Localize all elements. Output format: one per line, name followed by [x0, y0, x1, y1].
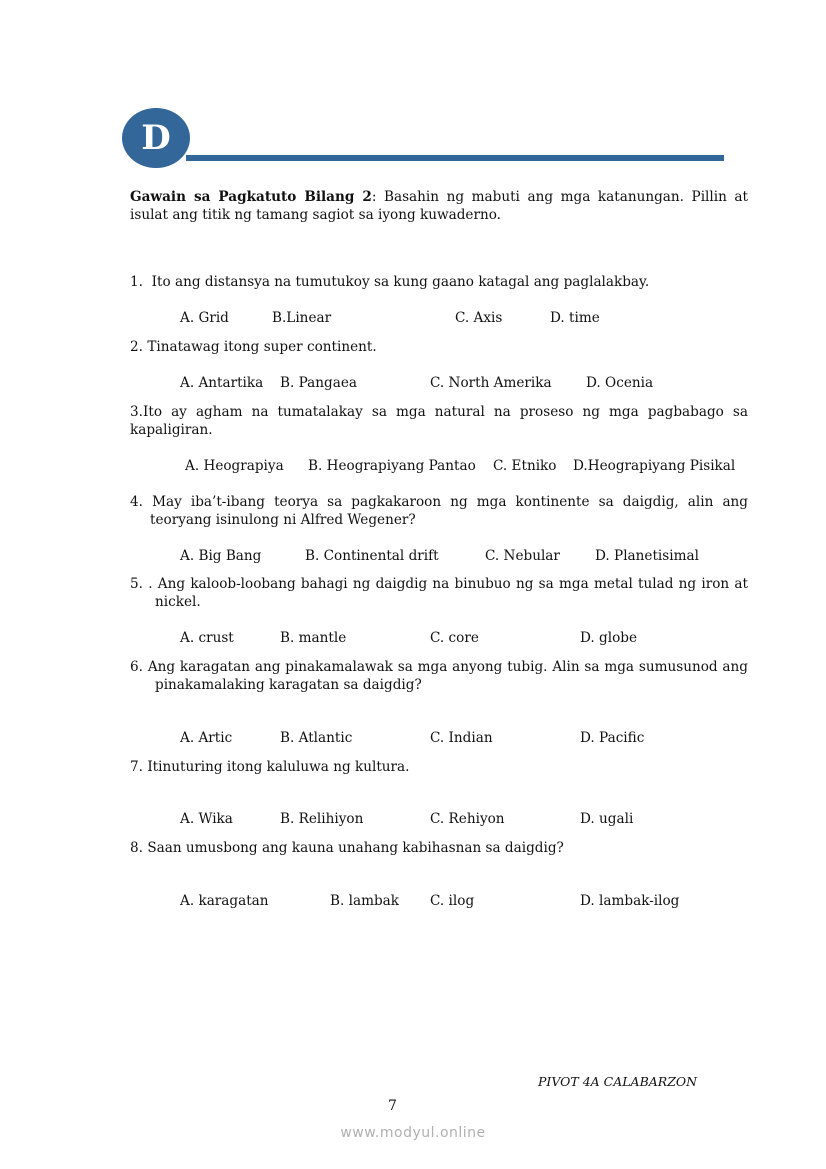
option-d: D. lambak-ilog [580, 893, 680, 909]
question-text: . Ang kaloob-loobang bahagi ng daigdig na binubuo ng sa mga metal tulad ng iron at nickel. [148, 576, 748, 610]
option-a: A. crust [180, 630, 234, 646]
question-text: Saan umusbong ang kauna unahang kabihasnan sa daigdig? [147, 840, 564, 856]
option-c: C. Etniko [493, 458, 557, 474]
option-c: C. Nebular [485, 548, 560, 564]
option-b: B. Atlantic [280, 730, 353, 746]
question-number: 7. [130, 759, 143, 775]
instructions-text: : Basahin ng mabuti ang mga katanungan. Pillin at isulat ang titik ng tamang sagiot sa iyong kuwaderno. [130, 189, 748, 223]
option-d: D. ugali [580, 811, 634, 827]
option-b: B. Relihiyon [280, 811, 364, 827]
section-badge: D [122, 108, 190, 168]
question-text: Ito ang distansya na tumutukoy sa kung gaano katagal ang paglalakbay. [151, 274, 650, 290]
question-6 [130, 658, 748, 694]
option-d: D. Pacific [580, 730, 645, 746]
instructions [130, 188, 748, 224]
option-a: A. Big Bang [180, 548, 262, 564]
question-2 [130, 338, 377, 356]
option-a: A. karagatan [180, 893, 269, 909]
option-a: A. Heograpiya [185, 458, 284, 474]
footer-region: PIVOT 4A CALABARZON [538, 1074, 698, 1089]
option-a: A. Artic [180, 730, 233, 746]
question-text: Tinatawag itong super continent. [147, 339, 377, 355]
option-d: D.Heograpiyang Pisikal [573, 458, 736, 474]
option-d: D. globe [580, 630, 638, 646]
option-c: C. ilog [430, 893, 475, 909]
option-c: C. Axis [455, 310, 503, 326]
question-number: 5. [130, 576, 143, 592]
question-3 [130, 403, 748, 439]
option-a: A. Wika [180, 811, 233, 827]
option-b: B. mantle [280, 630, 347, 646]
question-text: Ang karagatan ang pinakamalawak sa mga anyong tubig. Alin sa mga sumusunod ang pinakamalaking karagatan sa daigdig? [147, 659, 748, 693]
option-b: B. Continental drift [305, 548, 439, 564]
option-c: C. core [430, 630, 479, 646]
question-number: 8. [130, 840, 143, 856]
option-d: D. Planetisimal [595, 548, 699, 564]
question-8 [130, 839, 564, 857]
option-b: B.Linear [272, 310, 332, 326]
question-number: 4. [130, 494, 143, 510]
question-text: May iba’t-ibang teorya sa pagkakaroon ng mga kontinente sa daigdig, alin ang teoryang isinulong ni Alfred Wegener? [150, 494, 748, 528]
question-1 [130, 273, 649, 291]
option-b: B. Pangaea [280, 375, 357, 391]
option-b: B. lambak [330, 893, 400, 909]
question-text: Itinuturing itong kaluluwa ng kultura. [147, 759, 410, 775]
question-number: 2. [130, 339, 143, 355]
question-number: 1. [130, 274, 143, 290]
question-7 [130, 758, 409, 776]
watermark: www.modyul.online [340, 1125, 486, 1141]
option-b: B. Heograpiyang Pantao [308, 458, 476, 474]
page-number: 7 [388, 1098, 397, 1114]
question-text: Ito ay agham na tumatalakay sa mga natural na proseso ng mga pagbabago sa kapaligiran. [130, 404, 748, 438]
instructions-title: Gawain sa Pagkatuto Bilang 2 [130, 189, 372, 205]
question-4 [130, 493, 748, 529]
option-c: C. North Amerika [430, 375, 552, 391]
question-5 [130, 575, 748, 611]
section-divider [186, 155, 724, 161]
option-a: A. Antartika [180, 375, 264, 391]
option-c: C. Rehiyon [430, 811, 505, 827]
question-number: 3. [130, 404, 143, 420]
question-number: 6. [130, 659, 143, 675]
option-a: A. Grid [180, 310, 229, 326]
option-d: D. Ocenia [586, 375, 654, 391]
option-d: D. time [550, 310, 600, 326]
option-c: C. Indian [430, 730, 493, 746]
